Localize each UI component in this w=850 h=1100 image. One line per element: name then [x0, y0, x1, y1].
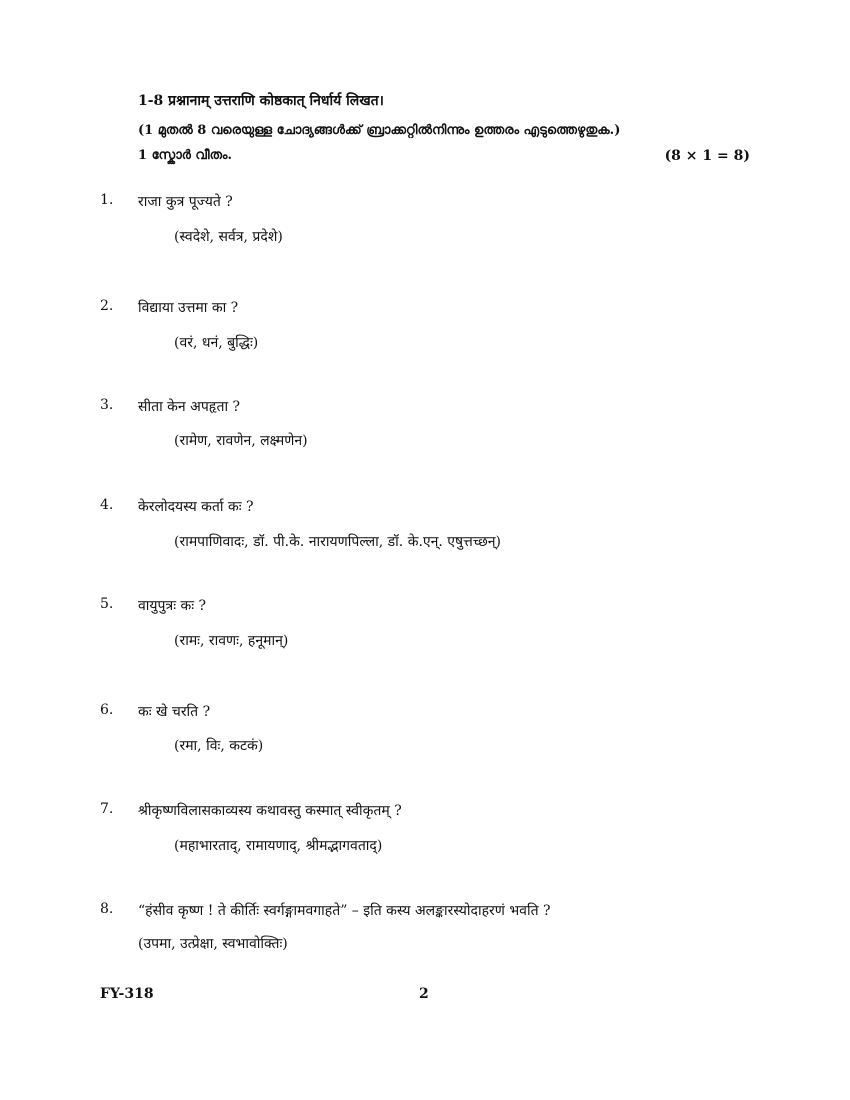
question-number: 4. [100, 497, 114, 513]
question-text: “हंसीव कृष्ण ! ते कीर्तिः स्वर्गङ्गामवगाहते” – इति कस्य अलङ्कारस्योदाहरणं भवति ? [138, 903, 551, 919]
question-number: 6. [100, 702, 114, 718]
question-options: (उपमा, उत्प्रेक्षा, स्वभावोक्तिः) [138, 936, 288, 952]
question-options: (महाभारताद्, रामायणाद्, श्रीमद्भागवताद्) [174, 838, 383, 854]
question-number: 5. [100, 596, 114, 612]
question-options: (रामः, रावणः, हनूमान्) [174, 633, 289, 649]
question-number: 7. [100, 801, 114, 817]
question-options: (रामेण, रावणेन, लक्ष्मणेन) [174, 433, 308, 449]
question-text: राजा कुत्र पूज्यते ? [138, 194, 233, 210]
question-number: 8. [100, 901, 114, 917]
score-note: 1 സ്കോർ വീതം. [138, 148, 233, 163]
marks-allocation: (8 × 1 = 8) [664, 148, 750, 164]
question-text: सीता केन अपहृता ? [138, 399, 241, 415]
question-text: कः खे चरति ? [138, 704, 211, 720]
question-text: केरलोदयस्य कर्ता कः ? [138, 499, 254, 515]
instruction-sanskrit: 1-8 प्रश्नानाम् उत्तराणि कोष्ठकात् निर्धार्य लिखत। [138, 93, 384, 109]
question-options: (रमा, विः, कटकं) [174, 738, 264, 754]
question-options: (स्वदेशे, सर्वत्र, प्रदेशे) [174, 229, 283, 245]
instruction-malayalam: (1 മുതൽ 8 വരെയുള്ള ചോദ്യങ്ങൾക്ക് ബ്രാക്കറ്റിൽനിന്നും ഉത്തരം എടുത്തെഴുതുക.) [138, 123, 621, 138]
question-text: वायुपुत्रः कः ? [138, 598, 207, 614]
question-text: श्रीकृष्णविलासकाव्यस्य कथावस्तु कस्मात् स्वीकृतम् ? [138, 803, 402, 819]
question-number: 2. [100, 298, 114, 314]
paper-code: FY-318 [100, 986, 154, 1002]
question-options: (वरं, धनं, बुद्धिः) [174, 335, 259, 351]
question-text: विद्याया उत्तमा का ? [138, 300, 239, 316]
question-number: 3. [100, 397, 114, 413]
question-options: (रामपाणिवादः, डॉ. पी.के. नारायणपिल्ला, डॉ. के.एन्. एषुत्तच्छन्) [174, 534, 502, 550]
question-number: 1. [100, 192, 114, 208]
page-number: 2 [419, 986, 429, 1002]
